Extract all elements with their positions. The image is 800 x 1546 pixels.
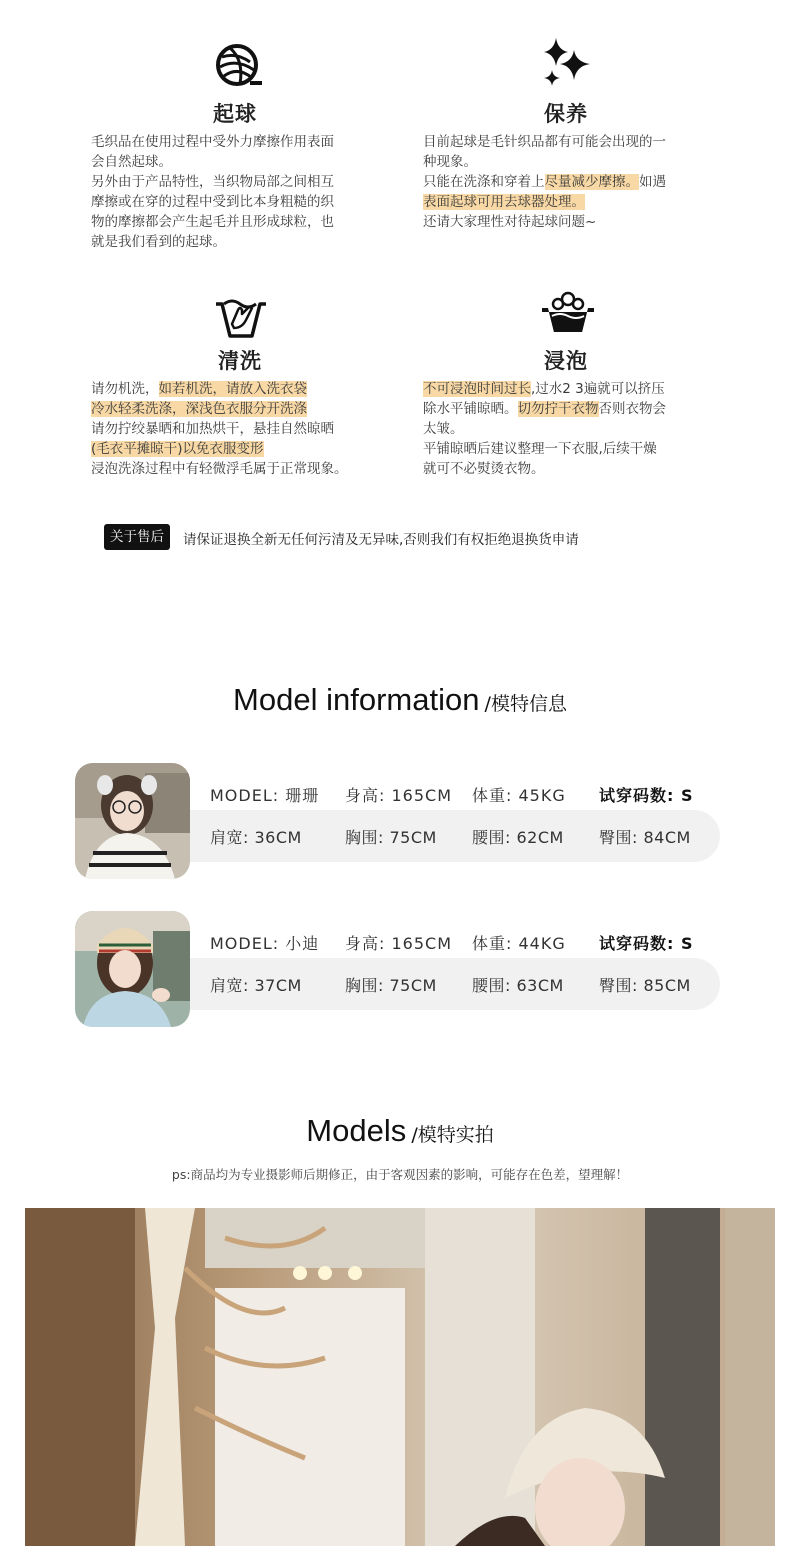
care-text-segment: ,过水2 3遍就可以挤压 — [531, 381, 665, 397]
highlight-text: 尽量减少摩擦。 — [544, 174, 639, 190]
soak-basin-icon — [540, 288, 596, 344]
care-line — [423, 172, 723, 192]
model-bust: 胸围: 75CM — [345, 828, 437, 847]
highlight-text: 不可浸泡时间过长 — [423, 381, 531, 397]
care-text-pilling — [91, 132, 391, 252]
model-size: 试穿码数: S — [599, 786, 694, 805]
model-size: 试穿码数: S — [599, 934, 694, 953]
model-bust: 胸围: 75CM — [345, 976, 437, 995]
highlight-text: 表面起球可用去球器处理。 — [423, 194, 585, 210]
care-line — [91, 399, 391, 419]
care-title-soaking: 浸泡 — [544, 349, 588, 373]
care-text-washing — [91, 379, 391, 479]
care-text-segment: 除水平铺晾晒。 — [423, 401, 518, 417]
model-hip: 臀围: 84CM — [599, 828, 691, 847]
highlight-text: 冷水轻柔洗涤，深浅色衣服分开洗涤 — [91, 401, 307, 417]
care-text-segment: 请勿机洗， — [91, 381, 159, 397]
care-title-washing: 清洗 — [218, 349, 262, 373]
care-line: 另外由于产品特性，当织物局部之间相互 — [91, 174, 334, 190]
care-line — [423, 399, 723, 419]
yarn-ball-icon — [210, 40, 266, 96]
model-name: MODEL: 珊珊 — [210, 786, 320, 805]
care-line — [423, 379, 723, 399]
aftersale-tag: 关于售后 — [104, 524, 170, 550]
care-line: 还请大家理性对待起球问题~ — [423, 214, 597, 230]
models-title — [0, 1113, 800, 1149]
model-avatar — [75, 763, 190, 879]
care-title-maintenance: 保养 — [544, 102, 588, 126]
care-line — [91, 439, 391, 459]
model-photo — [25, 1208, 775, 1546]
model-info-title-cn: /模特信息 — [484, 693, 567, 715]
model-weight: 体重: 44KG — [472, 934, 566, 953]
care-line: 请勿拧绞暴晒和加热烘干，悬挂自然晾晒 — [91, 421, 334, 437]
model-height: 身高: 165CM — [345, 934, 452, 953]
model-info-title — [0, 682, 800, 718]
model-info-title-en: Model information — [233, 682, 480, 717]
model-hip: 臀围: 85CM — [599, 976, 691, 995]
care-line: 毛织品在使用过程中受外力摩擦作用表面 — [91, 134, 334, 150]
care-line: 目前起球是毛针织品都有可能会出现的一 — [423, 134, 666, 150]
highlight-text: (毛衣平摊晾干)以免衣服变形 — [91, 441, 264, 457]
model-weight: 体重: 45KG — [472, 786, 566, 805]
sparkle-icon — [538, 36, 594, 92]
model-waist: 腰围: 62CM — [472, 828, 564, 847]
model-waist: 腰围: 63CM — [472, 976, 564, 995]
care-title-pilling: 起球 — [213, 102, 257, 126]
care-line: 种现象。 — [423, 154, 477, 170]
care-line — [423, 192, 723, 212]
model-shoulder: 肩宽: 36CM — [210, 828, 302, 847]
care-text-soaking — [423, 379, 723, 479]
care-line: 浸泡洗涤过程中有轻微浮毛属于正常现象。 — [91, 461, 348, 477]
model-height: 身高: 165CM — [345, 786, 452, 805]
care-text-maintenance — [423, 132, 723, 232]
model-name: MODEL: 小迪 — [210, 934, 320, 953]
care-line: 摩擦或在穿的过程中受到比本身粗糙的织 — [91, 194, 334, 210]
care-text-segment: 如遇 — [639, 174, 666, 190]
care-line: 就是我们看到的起球。 — [91, 234, 226, 250]
care-line — [91, 379, 391, 399]
hand-wash-icon — [212, 288, 268, 344]
care-text-segment: 否则衣物会 — [598, 401, 666, 417]
care-line: 就可不必熨烫衣物。 — [423, 461, 545, 477]
care-line: 太皱。 — [423, 421, 464, 437]
care-line: 物的摩擦都会产生起毛并且形成球粒，也 — [91, 214, 334, 230]
highlight-text: 切勿拧干衣物 — [517, 401, 599, 417]
photo-note: ps:商品均为专业摄影师后期修正，由于客观因素的影响，可能存在色差，望理解！ — [171, 1167, 629, 1182]
model-avatar — [75, 911, 190, 1027]
model-card — [75, 763, 720, 879]
model-shoulder: 肩宽: 37CM — [210, 976, 302, 995]
aftersale-text: 请保证退换全新无任何污清及无异味,否则我们有权拒绝退换货申请 — [183, 532, 579, 548]
model-card — [75, 911, 720, 1027]
models-title-en: Models — [306, 1113, 407, 1148]
models-title-cn: /模特实拍 — [411, 1124, 494, 1146]
care-line: 会自然起球。 — [91, 154, 172, 170]
highlight-text: 如若机洗，请放入洗衣袋 — [158, 381, 307, 397]
care-line: 平铺晾晒后建议整理一下衣服,后续干燥 — [423, 441, 657, 457]
care-text-segment: 只能在洗涤和穿着上 — [423, 174, 545, 190]
